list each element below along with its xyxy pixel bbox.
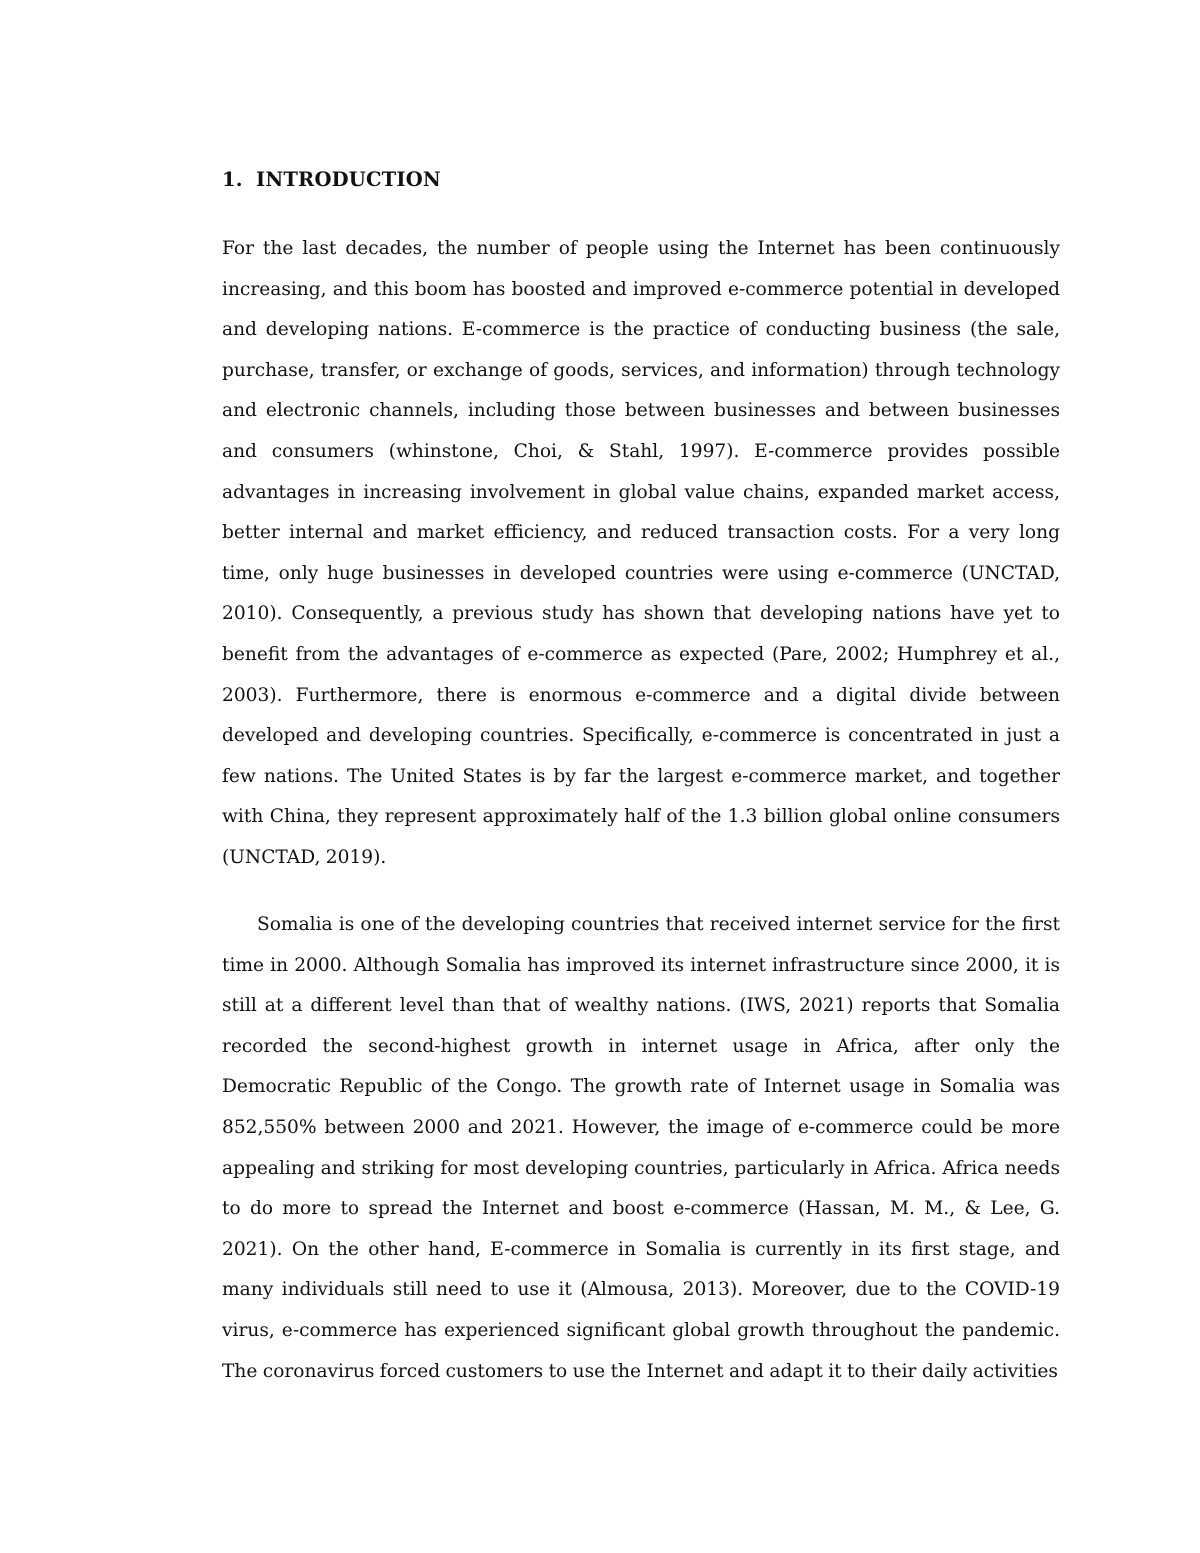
section-title: INTRODUCTION bbox=[256, 168, 441, 191]
paragraph-somalia: Somalia is one of the developing countries that received internet service for the first time in 2000. Although Somalia has improved its internet infrastructure since 2000, it is still at a different level than that of wealthy nations. (IWS, 2021) reports that Somalia recorded the second-highest growth in internet usage in Africa, after only the Democratic Republic of the Congo. The growth rate of Internet usage in Somalia was 852,550% between 2000 and 2021. However, the image of e-commerce could be more appealing and striking for most developing countries, particularly in Africa. Africa needs to do more to spread the Internet and boost e-commerce (Hassan, M. M., & Lee, G. 2021). On the other hand, E-commerce in Somalia is currently in its first stage, and many individuals still need to use it (Almousa, 2013). Moreover, due to the COVID-19 virus, e-commerce has experienced significant global growth throughout the pandemic. The coronavirus forced customers to use the Internet and adapt it to their daily activities bbox=[222, 914, 1060, 1382]
paragraph-intro: For the last decades, the number of people using the Internet has been continuously increasing, and this boom has boosted and improved e-commerce potential in developed and developing nations. E-commerce is the practice of conducting business (the sale, purchase, transfer, or exchange of goods, services, and information) through technology and electronic channels, including those between businesses and between businesses and consumers (whinstone, Choi, & Stahl, 1997). E-commerce provides possible advantages in increasing involvement in global value chains, expanded market access, better internal and market efficiency, and reduced transaction costs. For a very long time, only huge businesses in developed countries were using e-commerce (UNCTAD, 2010). Consequently, a previous study has shown that developing nations have yet to benefit from the advantages of e-commerce as expected (Pare, 2002; Humphrey et al., 2003). Furthermore, there is enormous e-commerce and a digital divide between developed and developing countries. Specifically, e-commerce is concentrated in just a few nations. The United States is by far the largest e-commerce market, and together with China, they represent approximately half of the 1.3 billion global online consumers (UNCTAD, 2019). bbox=[222, 238, 1060, 868]
section-number: 1. bbox=[222, 168, 243, 191]
section-heading bbox=[222, 166, 441, 194]
